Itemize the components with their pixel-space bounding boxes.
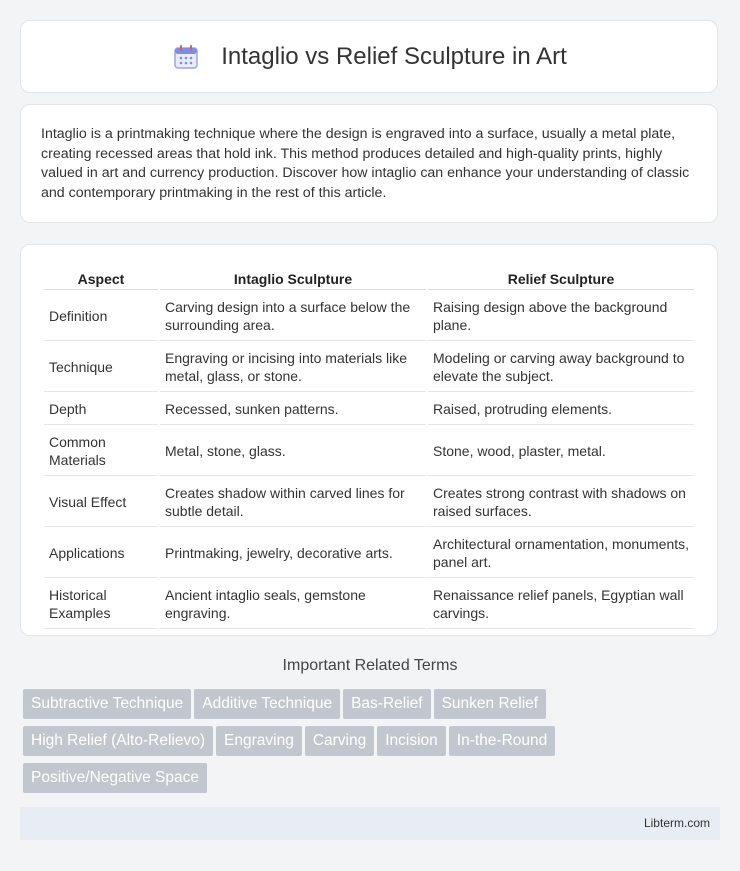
intaglio-cell: Carving design into a surface below the surrounding area. — [160, 292, 426, 341]
aspect-cell: Visual Effect — [44, 478, 158, 527]
intaglio-cell: Engraving or incising into materials like metal, glass, or stone. — [160, 343, 426, 392]
calendar-icon — [171, 42, 201, 72]
related-terms-heading: Important Related Terms — [282, 657, 458, 674]
aspect-cell: Definition — [44, 292, 158, 341]
relief-cell: Raised, protruding elements. — [428, 394, 694, 425]
relief-cell: Raising design above the background plane. — [428, 292, 694, 341]
tag-link[interactable]: Subtractive Technique — [23, 689, 191, 719]
table-row — [44, 478, 694, 527]
tag-link[interactable]: Sunken Relief — [434, 689, 547, 719]
relief-cell: Creates strong contrast with shadows on raised surfaces. — [428, 478, 694, 527]
tag-link[interactable]: Carving — [305, 726, 374, 756]
table-row — [44, 292, 694, 341]
aspect-cell: Applications — [44, 529, 158, 578]
intaglio-cell: Creates shadow within carved lines for subtle detail. — [160, 478, 426, 527]
title-card — [20, 20, 718, 93]
footer-site-link[interactable]: Libterm.com — [643, 816, 710, 830]
aspect-cell: Depth — [44, 394, 158, 425]
relief-cell: Renaissance relief panels, Egyptian wall carvings. — [428, 580, 694, 629]
comparison-card — [20, 244, 718, 636]
footer — [20, 807, 720, 840]
relief-cell: Modeling or carving away background to elevate the subject. — [428, 343, 694, 392]
aspect-cell: Historical Examples — [44, 580, 158, 629]
tag-link[interactable]: Incision — [377, 726, 446, 756]
aspect-cell: Common Materials — [44, 427, 158, 476]
table-row — [44, 580, 694, 629]
intaglio-cell: Metal, stone, glass. — [160, 427, 426, 476]
relief-cell: Stone, wood, plaster, metal. — [428, 427, 694, 476]
tag-link[interactable]: Bas-Relief — [343, 689, 431, 719]
tag-link[interactable]: Additive Technique — [194, 689, 340, 719]
tag-link[interactable]: Engraving — [216, 726, 302, 756]
intaglio-cell: Recessed, sunken patterns. — [160, 394, 426, 425]
table-row — [44, 343, 694, 392]
relief-cell: Architectural ornamentation, monuments, panel art. — [428, 529, 694, 578]
tag-link[interactable]: In-the-Round — [449, 726, 555, 756]
table-row — [44, 394, 694, 425]
intaglio-cell: Ancient intaglio seals, gemstone engraving. — [160, 580, 426, 629]
intaglio-cell: Printmaking, jewelry, decorative arts. — [160, 529, 426, 578]
tag-link[interactable]: High Relief (Alto-Relievo) — [23, 726, 213, 756]
related-tags — [23, 689, 723, 800]
table-row — [44, 427, 694, 476]
tag-link[interactable]: Positive/Negative Space — [23, 763, 207, 793]
column-header: Intaglio Sculpture — [160, 267, 426, 290]
intro-card — [20, 104, 718, 223]
table-row — [44, 529, 694, 578]
column-header: Relief Sculpture — [428, 267, 694, 290]
comparison-table — [42, 265, 696, 631]
intro-text: Intaglio is a printmaking technique where the design is engraved into a surface, usually a metal plate, creating recessed areas that hold ink. This method produces detailed and high-quality prints, highly valued in art and currency production. Discover how intaglio can enhance your understanding of classic and contemporary printmaking in the rest of this article. — [41, 126, 690, 201]
table-header-row — [44, 267, 694, 290]
page-title: Intaglio vs Relief Sculpture in Art — [221, 42, 567, 70]
column-header: Aspect — [44, 267, 158, 290]
aspect-cell: Technique — [44, 343, 158, 392]
